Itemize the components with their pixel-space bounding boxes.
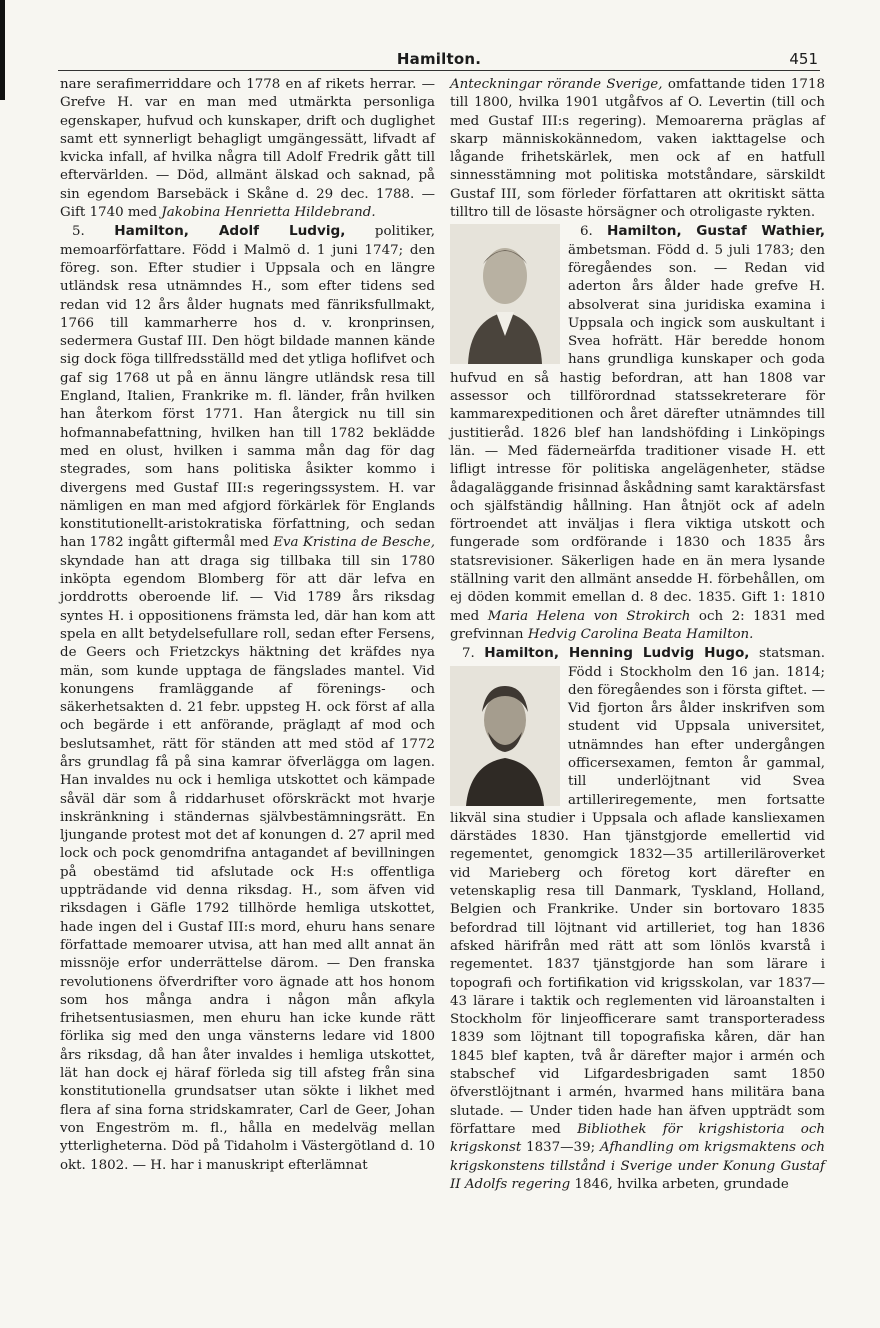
left-column	[60, 76, 435, 1175]
entry-5	[60, 222, 435, 1174]
entry-6	[450, 222, 825, 644]
page-header	[58, 50, 820, 71]
entry-7-text-2: 1837—39;	[521, 1140, 596, 1156]
spouse-name: Eva Kristina de Besche,	[273, 535, 435, 551]
running-title: Hamilton.	[396, 50, 482, 68]
portrait-henning-hamilton	[450, 666, 560, 806]
entry-4-text: nare serafimerriddare och 1778 en af rikets herrar. — Grefve H. var en man med utmärkta personliga egenskaper, hufvud och kunskaper, drift och duglighet samt ett synnerligt behagligt umgängessätt, lifvadt af kvicka infall, af hvilka några till Adolf Fredrik gått till eftervärlden. — Död, allmänt älskad och saknad, på sin egendom Barsebäck i Skåne d. 29 dec. 1788. — Gift 1740 med	[60, 77, 435, 221]
entry-6-mid: och 2: 1831 med grefvinnan	[450, 608, 825, 642]
entry-7-text-1: statsman. Född i Stockholm den 16 jan. 1814; den föregåendes son i första giftet. — Vid fjorton års ålder inskrifven som student vid Uppsala universitet, utnämndes han efter undergången officersexamen, femton år gammal, till underlöjtnant vid Svea artilleriregemente, men fortsatte likväl sina studier i Uppsala och aflade kansliexamen därstädes 1830. Han tjänstgjorde emellertid vid regementet, genomgick 1832—35 artilleriläroverket vid Marieberg och företog kort därefter en vetenskaplig resa till Danmark, Tyskland, Holland, Belgien och Frankrike. Under sin bortovaro 1835 befordrad till löjtnant vid artilleriet, tog han 1836 afsked härifrån med rätt att som lönlös kvarstå i regementet. 1837 tjänstgjorde han som lärare i topografi och fortifikation vid krigsskolan, var 1837—43 lärare i taktik och reglementen vid läroanstalten i Stockholm för linjeofficerare samt transporteradess 1839 som löjtnant till topografiska kåren, där han 1845 blef kapten, två år därefter major i armén och stabschef vid Lifgardesbrigaden samt 1850 öfverstlöjtnant i armén, hvarmed hans militära bana slutade. — Under tiden hade han äfven uppträdt som författare med	[450, 646, 825, 1137]
entry-7	[450, 644, 825, 1194]
book-title: Anteckningar rörande Sverige,	[450, 77, 663, 92]
entry-headword: Hamilton, Henning Ludvig Hugo,	[484, 645, 750, 662]
entry-6-text: ämbetsman. Född d. 5 juli 1783; den föregåendes son. — Redan vid aderton års ålder hade grefve H. absolverat sina juridiska examina i Uppsala och ingick som auskultant i Svea hofrätt. Här beredde honom hans grundliga kunskaper och goda hufvud en så hastig befordran, att han 1808 var assessor och tillförordnad statssekreterare för kammarexpeditionen och året därefter utnämndes till justitieråd. 1826 blef han landshöfding i Linköpings län. — Med fäderneärfda traditioner visade H. ett lifligt intresse för politiska angelägenheter, städse ådagaläggande frisinnad åskådning samt karaktärsfast och själfständig hållning. Han åtnjöt ock af adeln förtroendet att inväljas i flera viktiga utskott och fungerade som ordförande i 1830 och 1835 års statsrevisioner. Säkerligen hade en än mera lysande ställning varit den allmänt ansedde H. förbehållen, om ej döden kommit emellan d. 8 dec. 1835. Gift 1: 1810 med	[450, 242, 825, 624]
entry-headword: Hamilton, Adolf Ludvig,	[114, 223, 346, 240]
entry-5-continuation	[450, 76, 825, 222]
entry-number: 7.	[462, 646, 475, 662]
entry-5-text-1: politiker, memoarförfattare. Född i Malmö d. 1 juni 1747; den föreg. son. Efter studier i Uppsala och en längre utländsk resa utnämndes H., som efter tidens sed redan vid 12 års ålder hugnats med fänriksfullmakt, 1766 till kammarherre hos d. v. kronprinsen, sedermera Gustaf III. Den högt bildade mannen kände sig dock föga tillfredsställd med det ytliga hoflifvet och gaf sig 1768 ut på en ännu längre utländsk resa till England, Italien, Frankrike m. fl. länder, från hvilken han återkom först 1771. Han återgick nu till sin hofmannabefattning, hvilken han till 1782 beklädde med en olust, hvilken i samma mån dag för dag stegrades, som hans politiska åsikter kommo i divergens med Gustaf III:s regeringssystem. H. var nämligen en man med afgjord förkärlek för Englands konstitutionellt-aristokratiska författning, och sedan han 1782 ingått giftermål med	[60, 224, 435, 551]
spouse-name: Jakobina Henrietta Hildebrand.	[161, 205, 376, 221]
portrait-engraving	[450, 666, 560, 806]
right-column	[450, 76, 825, 1194]
entry-4-continuation	[60, 76, 435, 222]
spouse-name: Maria Helena von Strokirch	[487, 608, 691, 624]
entry-5-continuation-text: omfattande tiden 1718 till 1800, hvilka 1901 utgåfvos af O. Levertin (till och med Gustaf III:s regering). Memoarerna präglas af skarp människokännedom, vaken iakttagelse och lågande frihetskärlek, men ock af en hatfull sinnesstämning mot politiska motståndare, särskildt Gustaf III, som förleder författaren att okritiskt sätta tilltro till de lösaste hörsägner och otroligaste rykten.	[450, 77, 825, 221]
entry-7-text-3: 1846, hvilka arbeten, grundade	[570, 1176, 789, 1192]
entry-number: 6.	[580, 224, 593, 240]
portrait-gustaf-wathier-hamilton	[450, 224, 560, 364]
spouse-name: Hedvig Carolina Beata Hamilton.	[527, 626, 754, 642]
entry-5-text-2: skyndade han att draga sig tillbaka till sin 1780 inköpta egendom Blomberg för att där lefva en jorddrotts oberoende lif. — Vid 1789 års riksdag syntes H. i oppositionens främsta led, där han kom att spela en allt betydelsefullare roll, sedan efter Fersens, de Geers och Frietzckys häktning det kräfdes nya män, som kunde upptaga de fängslades mantel. Vid konungens framläggande af förenings- och säkerhetsakten d. 21 febr. uppsteg H. ock först af alla och begärde i ett anförande, präglадt af mod och beslutsamhet, rätt för ständen att med stöd af 1772 års grundlag få på sina kamrar öfverlägga om lagen. Han invaldes nu ock i hemliga utskottet och kämpade såväl där som å riddarhuset oförskräckt mot hvarje inskränkning i ständernas självbestämningsrätt. En ljungande protest mot det af konungen d. 27 april med lock och pock genomdrifna antagandet af bevillningen på obestämd tid afslutade ock H:s offentliga uppträdande vid denna riksdag. H., som äfven vid riksdagen i Gäfle 1792 tillhörde hemliga utskottet, hade ingen del i Gustaf III:s mord, ehuru hans senare författade memoarer utvisa, att han med allt annat än missnöje erfor underrättelse därom. — Den franska revolutionens öfverdrifter voro ägnade att hos honom som hos många andra i någon mån afkyla frihetsentusiasmen, men ehuru han icke kunde rätt förlika sig med den unga vänsterns ledare vid 1800 års riksdag, då han åter invaldes i hemliga utskottet, lät han dock ej häraf förleda sig till afsteg från sina konstitutionella grundsatser utan sökte i likhet med flera af sina forna stridskamrater, Carl de Geer, Johan von Engeström m. fl., hålla en medelväg mellan ytterligheterna. Död på Tidaholm i Västergötland d. 10 okt. 1802. — H. har i manuskript efterlämnat	[60, 553, 435, 1173]
page-binding-edge	[0, 0, 5, 100]
book-title: Afhandling om krigsmaktens och krigskonstens tillstånd i Sverige under Konung Gustaf II Adolfs regering	[450, 1140, 825, 1192]
entry-number: 5.	[72, 224, 85, 240]
portrait-engraving	[450, 224, 560, 364]
page-number: 451	[789, 50, 818, 68]
entry-headword: Hamilton, Gustaf Wathier,	[606, 223, 826, 240]
book-title: Bibliothek för krigshistoria och krigskonst	[450, 1121, 825, 1156]
